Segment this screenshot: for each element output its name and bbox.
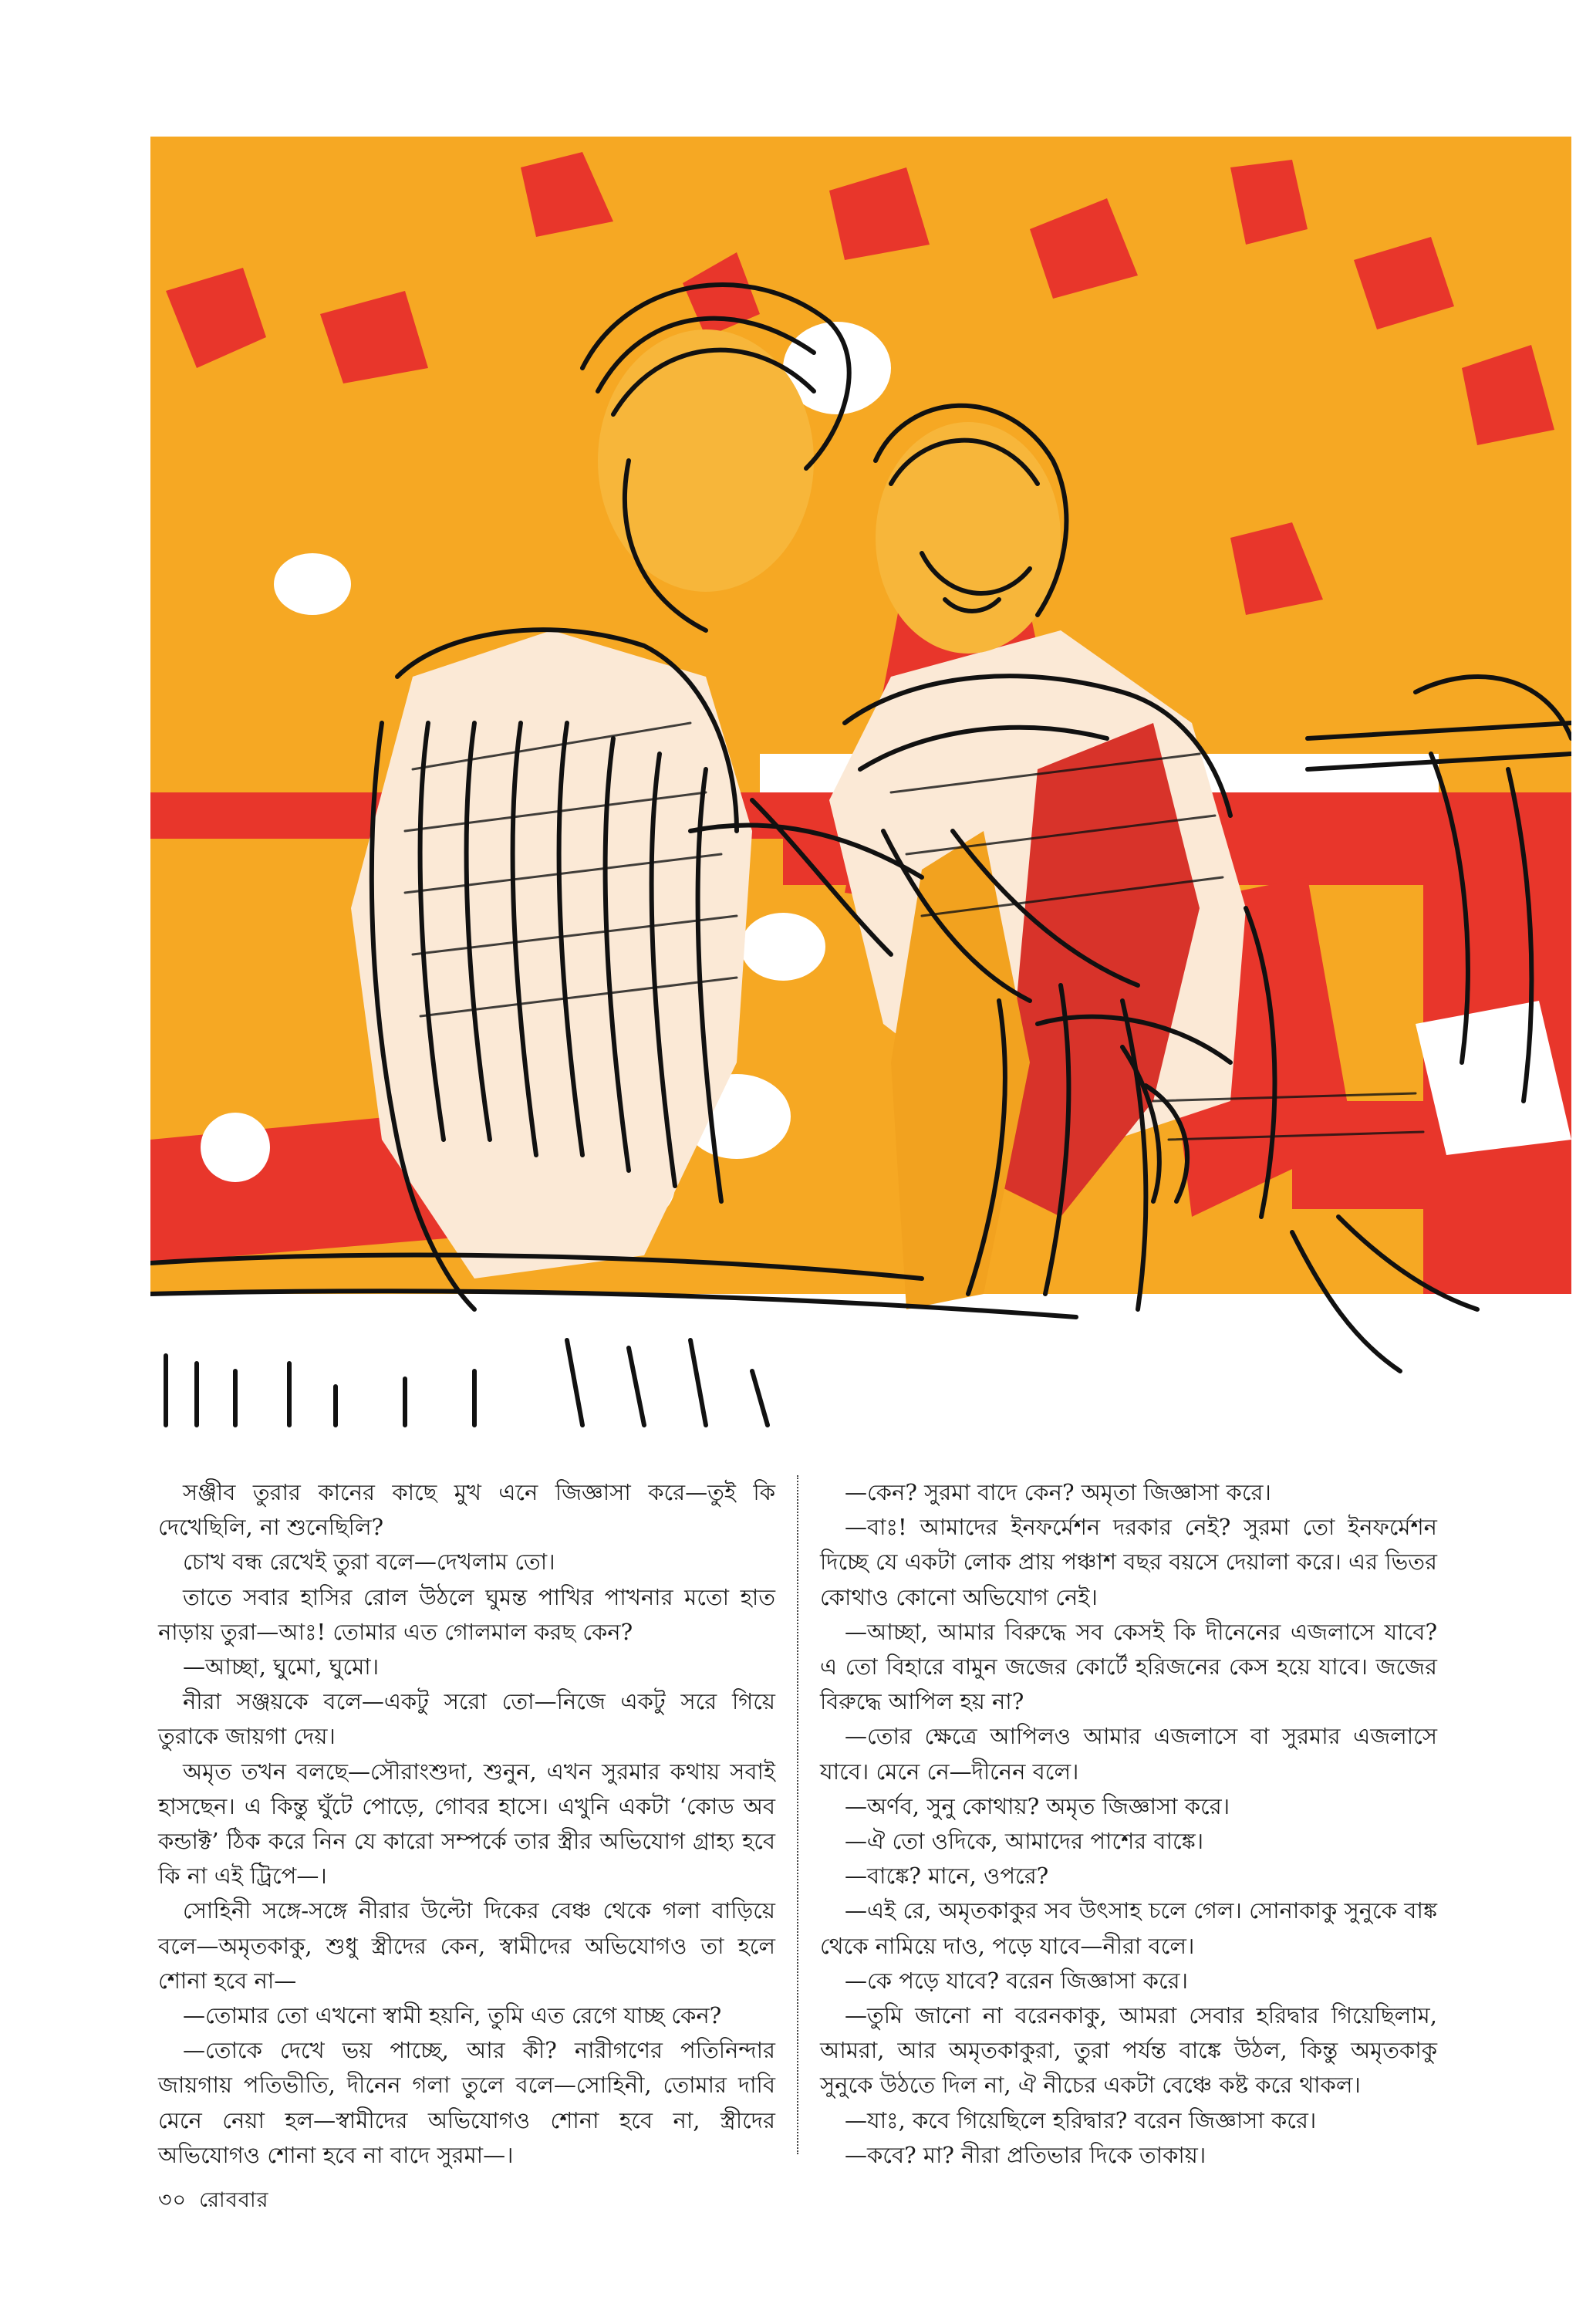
- paragraph: অমৃত তখন বলছে—সৌরাংশুদা, শুনুন, এখন সুরমার কথায় সবাই হাসছেন। এ কিন্তু ঘুঁটে পোড়ে, গোবর হাসে। এখুনি একটা ‘কোড অব কন্ডাক্ট’ ঠিক করে নিন যে কারো সম্পর্কে তার স্ত্রীর অভিযোগ গ্রাহ্য হবে কি না এই ট্রিপে—।: [158, 1758, 775, 1890]
- paragraph: —এই রে, অমৃতকাকুর সব উৎসাহ চলে গেল। সোনাকাকু সুনুকে বাঙ্ক থেকে নামিয়ে দাও, পড়ে যাবে—নীরা বলে।: [820, 1897, 1437, 1959]
- paragraph: —তোর ক্ষেত্রে আপিলও আমার এজলাসে বা সুরমার এজলাসে যাবে। মেনে নে—দীনেন বলে।: [820, 1723, 1437, 1785]
- paragraph: চোখ বন্ধ রেখেই তুরা বলে—দেখলাম তো।: [183, 1549, 555, 1576]
- paragraph: —কবে? মা? নীরা প্রতিভার দিকে তাকায়।: [845, 2141, 1206, 2168]
- paragraph: —বাঃ! আমাদের ইনফর্মেশন দরকার নেই? সুরমা তো ইনফর্মেশন দিচ্ছে যে একটা লোক প্রায় পঞ্চাশ বছর বয়সে দেয়ালা করে। এর ভিতর কোথাও কোনো অভিযোগ নেই।: [820, 1514, 1437, 1610]
- paragraph: —বাঙ্কে? মানে, ওপরে?: [845, 1863, 1049, 1890]
- paragraph: —আচ্ছা, আমার বিরুদ্ধে সব কেসই কি দীনেনের এজলাসে যাবে? এ তো বিহারে বামুন জজের কোর্টে হরিজনের কেস হয়ে যাবে। জজের বিরুদ্ধে আপিল হয় না?: [820, 1618, 1437, 1715]
- paragraph: —অর্ণব, সুনু কোথায়? অমৃত জিজ্ঞাসা করে।: [845, 1792, 1230, 1819]
- paragraph: —ঐ তো ওদিকে, আমাদের পাশের বাঙ্কে।: [845, 1828, 1204, 1855]
- paragraph: —তুমি জানো না বরেনকাকু, আমরা সেবার হরিদ্বার গিয়েছিলাম, আমরা, আর অমৃতকাকুরা, তুরা পর্যন্ত বাঙ্কে উঠল, কিন্তু অমৃতকাকু সুনুকে উঠতে দিল না, ঐ নীচের একটা বেঞ্চে কষ্ট করে থাকল।: [820, 2002, 1437, 2099]
- paragraph: —তোমার তো এখনো স্বামী হয়নি, তুমি এত রেগে যাচ্ছ কেন?: [183, 2002, 722, 2029]
- text-column-right: [820, 1475, 1437, 2173]
- paragraph: —কে পড়ে যাবে? বরেন জিজ্ঞাসা করে।: [845, 1967, 1188, 1994]
- paragraph: —আচ্ছা, ঘুমো, ঘুমো।: [183, 1653, 380, 1681]
- paragraph: —যাঃ, কবে গিয়েছিলে হরিদ্বার? বরেন জিজ্ঞাসা করে।: [845, 2106, 1317, 2133]
- paragraph: —তোকে দেখে ভয় পাচ্ছে, আর কী? নারীগণের পতিনিন্দার জায়গায় পতিভীতি, দীনেন গলা তুলে বলে—সোহিনী, তোমার দাবি মেনে নেয়া হল—স্বামীদের অভিযোগও শোনা হবে না, স্ত্রীদের অভিযোগও শোনা হবে না বাদে সুরমা—।: [158, 2037, 775, 2168]
- illustration-artwork: [150, 137, 1571, 1429]
- text-column-left: [158, 1475, 775, 2173]
- paragraph: নীরা সঞ্জয়কে বলে—একটু সরো তো—নিজে একটু সরে গিয়ে তুরাকে জায়গা দেয়।: [158, 1688, 775, 1750]
- magazine-name: রোববার: [199, 2188, 269, 2212]
- story-illustration: [150, 137, 1571, 1429]
- paragraph: তাতে সবার হাসির রোল উঠলে ঘুমন্ত পাখির পাখনার মতো হাত নাড়ায় তুরা—আঃ! তোমার এত গোলমাল করছ কেন?: [158, 1583, 775, 1645]
- page-footer: [158, 2184, 282, 2219]
- page-number: ৩০: [158, 2188, 187, 2212]
- paragraph: সঞ্জীব তুরার কানের কাছে মুখ এনে জিজ্ঞাসা করে—তুই কি দেখেছিলি, না শুনেছিলি?: [158, 1479, 775, 1541]
- paragraph: —কেন? সুরমা বাদে কেন? অমৃতা জিজ্ঞাসা করে।: [845, 1479, 1271, 1505]
- paragraph: সোহিনী সঙ্গে-সঙ্গে নীরার উল্টো দিকের বেঞ্চ থেকে গলা বাড়িয়ে বলে—অমৃতকাকু, শুধু স্ত্রীদের কেন, স্বামীদের অভিযোগও তা হলে শোনা হবে না—: [158, 1897, 775, 1994]
- column-divider: [797, 1475, 798, 2154]
